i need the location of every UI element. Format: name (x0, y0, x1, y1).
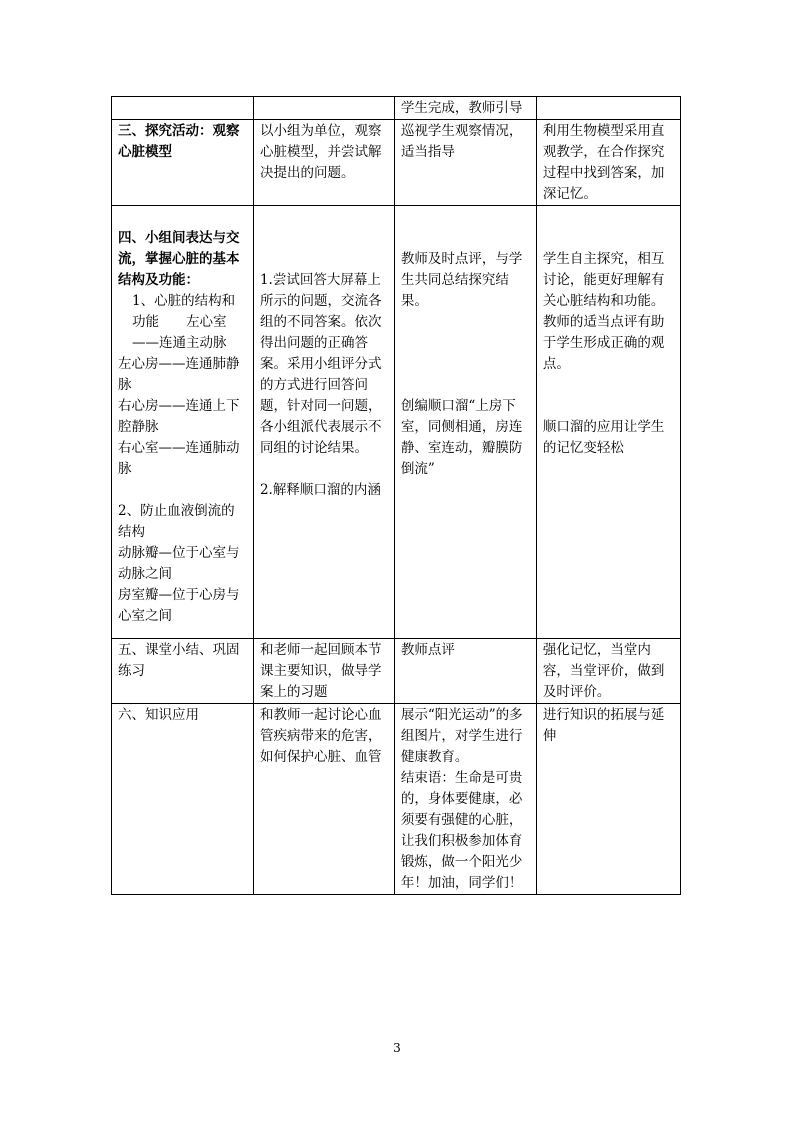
structure-item: 右心室——连通肺动脉 (118, 440, 240, 477)
paragraph: 学生自主探究，相互讨论，能更好理解有关心脏结构和功能。教师的适当点评有助于学生形成正确的观点。 (542, 251, 665, 372)
structure-item: 左心房——连通肺静脉 (118, 356, 240, 393)
stage-title: 六、知识应用 (112, 704, 254, 895)
student-activity: 和老师一起回顾本节课主要知识，做导学案上的习题 (253, 639, 394, 704)
table-cell: 学生完成，教师引导 (394, 97, 536, 120)
section-heading: 四、小组间表达与交流，掌握心脏的基本结构及功能： (118, 230, 240, 288)
teacher-activity (394, 704, 536, 895)
table-row (112, 639, 681, 704)
design-intent: 进行知识的拓展与延伸 (536, 704, 680, 895)
structure-item: 房室瓣—位于心房与心室之间 (118, 587, 240, 624)
stage-title (112, 206, 254, 639)
student-activity: 以小组为单位，观察心脏模型，并尝试解决提出的问题。 (253, 120, 394, 206)
teacher-activity: 教师点评 (394, 639, 536, 704)
design-intent (536, 206, 680, 639)
paragraph: 教师及时点评，与学生共同总结探究结果。 (400, 251, 523, 309)
structure-item: 动脉瓣—位于心室与动脉之间 (118, 545, 240, 582)
table-cell (112, 97, 254, 120)
design-intent: 利用生物模型采用直观教学，在合作探究过程中找到答案，加深记忆。 (536, 120, 680, 206)
student-activity (253, 206, 394, 639)
table-row (112, 206, 681, 639)
table-row (112, 97, 681, 120)
paragraph: 展示“阳光运动”的多组图片，对学生进行健康教育。 (400, 707, 523, 765)
stage-title: 三、探究活动：观察心脏模型 (112, 120, 254, 206)
teacher-activity: 巡视学生观察情况，适当指导 (394, 120, 536, 206)
subsection-heading: 2、防止血液倒流的结构 (118, 503, 235, 540)
table-row (112, 704, 681, 895)
paragraph: 2.解释顺口溜的内涵 (259, 482, 381, 498)
paragraph: 顺口溜的应用让学生的记忆变轻松 (542, 419, 665, 456)
lesson-plan-table (111, 96, 681, 895)
paragraph: 1.尝试回答大屏幕上所示的问题，交流各组的不同答案。依次得出问题的正确答案。采用小组评分式的方式进行回答问题，针对同一问题，各小组派代表展示不同组的讨论结果。 (259, 272, 382, 456)
structure-item: 右心房——连通上下腔静脉 (118, 398, 240, 435)
paragraph: 创编顺口溜“上房下室，同侧相通，房连静、室连动，瓣膜防倒流” (400, 398, 523, 477)
table-cell (253, 97, 394, 120)
student-activity: 和教师一起讨论心血管疾病带来的危害，如何保护心脏、血管 (253, 704, 394, 895)
page-number: 3 (393, 1041, 401, 1055)
teacher-activity (394, 206, 536, 639)
design-intent: 强化记忆，当堂内容，当堂评价，做到及时评价。 (536, 639, 680, 704)
stage-title: 五、课堂小结、巩固练习 (112, 639, 254, 704)
subsection-heading: 1、心脏的结构和功能 左心室——连通主动脉 (132, 293, 236, 351)
paragraph: 结束语：生命是可贵的，身体要健康，必须要有强健的心脏，让我们积极参加体育锻炼，做一个阳光少年！加油，同学们！ (400, 770, 523, 891)
table-cell (536, 97, 680, 120)
table-row (112, 120, 681, 206)
